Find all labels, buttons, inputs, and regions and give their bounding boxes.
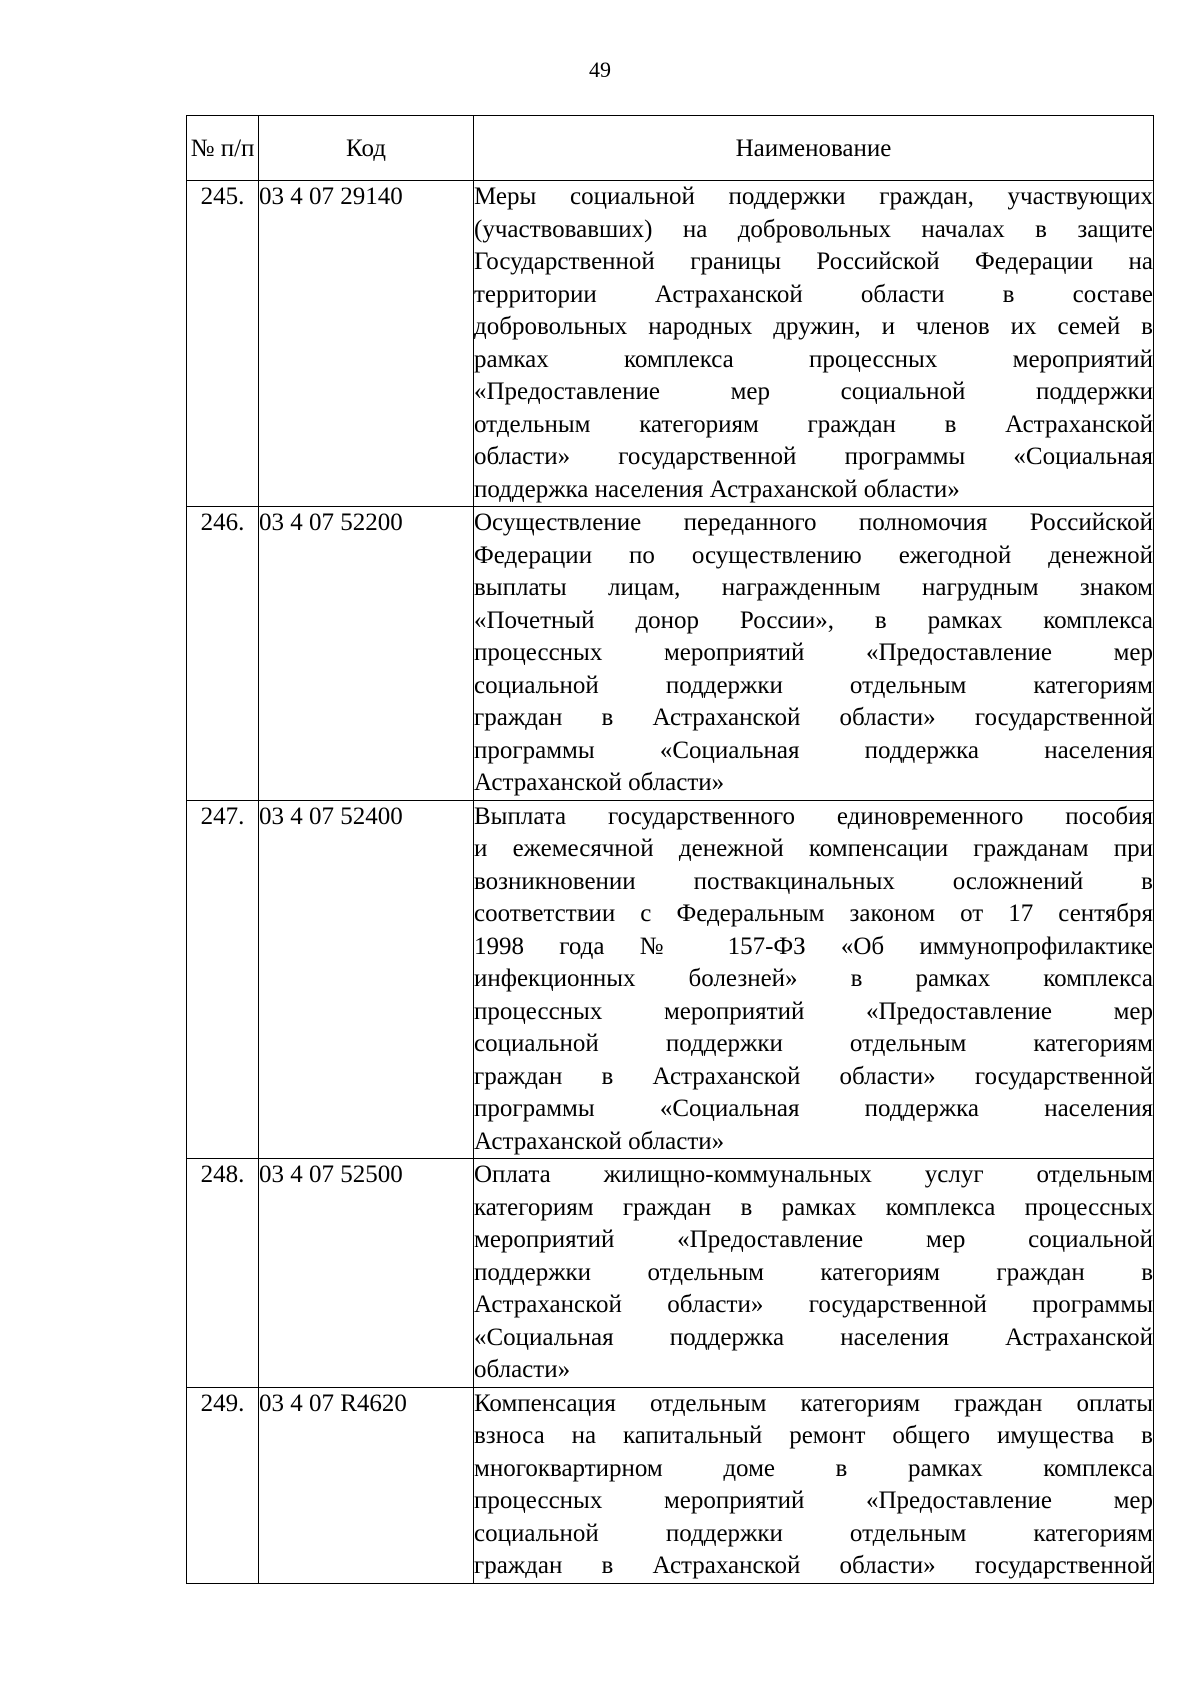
row-name-line: добровольных народных дружин, и членов их семей в: [474, 313, 1153, 340]
header-num: № п/п: [187, 116, 259, 181]
row-name-line: процессных мероприятий «Предоставление мер: [474, 639, 1153, 666]
row-name-line: многоквартирном доме в рамках комплекса: [474, 1454, 1153, 1482]
header-code: Код: [259, 116, 474, 181]
row-number: 245.: [187, 181, 259, 507]
table-row: [187, 800, 1154, 1159]
table-header-row: [187, 116, 1154, 181]
row-name-line: процессных мероприятий «Предоставление мер: [474, 1487, 1153, 1514]
row-name-line: мероприятий «Предоставление мер социальной: [474, 1226, 1153, 1253]
row-name-line: (участвовавших) на добровольных началах в защите: [474, 215, 1153, 243]
row-name-line: социальной поддержки отдельным категориям: [474, 671, 1153, 699]
row-name-line: Государственной границы Российской Федерации на: [474, 248, 1153, 275]
row-name: [474, 1387, 1154, 1583]
row-code: 03 4 07 52200: [259, 507, 474, 801]
table-row: [187, 507, 1154, 801]
row-name-line: социальной поддержки отдельным категориям: [474, 1519, 1153, 1547]
row-name: [474, 1159, 1154, 1388]
header-name: Наименование: [474, 116, 1154, 181]
table-row: [187, 1159, 1154, 1388]
row-name-line: и ежемесячной денежной компенсации гражданам при: [474, 835, 1153, 862]
row-name-line: Федерации по осуществлению ежегодной денежной: [474, 541, 1153, 569]
row-name-line: взноса на капитальный ремонт общего имущества в: [474, 1422, 1153, 1449]
row-name-line: «Почетный донор России», в рамках комплекса: [474, 606, 1153, 634]
row-name-line: отдельным категориям граждан в Астраханской: [474, 410, 1153, 438]
row-name: [474, 507, 1154, 801]
page-number: 49: [589, 57, 611, 82]
row-name-line: Астраханской области» государственной программы: [474, 1291, 1153, 1318]
row-code: 03 4 07 52500: [259, 1159, 474, 1388]
row-name-line: возникновении поствакцинальных осложнений в: [474, 867, 1153, 895]
row-name-line: территории Астраханской области в составе: [474, 280, 1153, 308]
row-name-line: категориям граждан в рамках комплекса процессных: [474, 1193, 1153, 1221]
row-name-line: Оплата жилищно-коммунальных услуг отдельным: [474, 1161, 1153, 1188]
row-number: 249.: [187, 1387, 259, 1583]
row-name-line: Астраханской области»: [474, 769, 725, 796]
row-name-line: рамках комплекса процессных мероприятий: [474, 345, 1153, 373]
row-name-line: граждан в Астраханской области» государственной: [474, 1062, 1153, 1090]
budget-code-table: [186, 115, 1154, 1584]
row-code: 03 4 07 R4620: [259, 1387, 474, 1583]
row-name-line: инфекционных болезней» в рамках комплекса: [474, 965, 1153, 992]
row-name-line: Осуществление переданного полномочия Российской: [474, 509, 1153, 536]
row-name-line: поддержки отдельным категориям граждан в: [474, 1258, 1153, 1286]
row-name-line: выплаты лицам, награжденным нагрудным знаком: [474, 574, 1153, 601]
row-number: 246.: [187, 507, 259, 801]
row-name-line: программы «Социальная поддержка населения: [474, 736, 1153, 764]
row-name: [474, 181, 1154, 507]
row-name-line: Меры социальной поддержки граждан, участвующих: [474, 183, 1153, 210]
row-name-line: соответствии с Федеральным законом от 17 сентября: [474, 900, 1153, 927]
table-row: [187, 1387, 1154, 1583]
row-name-line: области»: [474, 1356, 571, 1383]
row-name-line: области» государственной программы «Социальная: [474, 443, 1153, 470]
row-name-line: программы «Социальная поддержка населения: [474, 1095, 1153, 1122]
row-number: 247.: [187, 800, 259, 1159]
table-body: [187, 181, 1154, 1584]
row-name-line: граждан в Астраханской области» государственной: [474, 704, 1153, 731]
row-name-line: Астраханской области»: [474, 1127, 725, 1155]
table-row: [187, 181, 1154, 507]
row-name-line: поддержка населения Астраханской области»: [474, 475, 960, 503]
row-code: 03 4 07 52400: [259, 800, 474, 1159]
row-name-line: социальной поддержки отдельным категориям: [474, 1030, 1153, 1057]
row-name-line: Выплата государственного единовременного пособия: [474, 802, 1153, 830]
row-name-line: Компенсация отдельным категориям граждан оплаты: [474, 1389, 1153, 1417]
row-name: [474, 800, 1154, 1159]
row-name-line: «Социальная поддержка населения Астраханской: [474, 1323, 1153, 1351]
row-name-line: 1998 года № 157-ФЗ «Об иммунопрофилактике: [474, 932, 1153, 960]
row-name-line: граждан в Астраханской области» государственной: [474, 1552, 1153, 1579]
row-name-line: процессных мероприятий «Предоставление мер: [474, 997, 1153, 1025]
row-number: 248.: [187, 1159, 259, 1388]
row-code: 03 4 07 29140: [259, 181, 474, 507]
row-name-line: «Предоставление мер социальной поддержки: [474, 378, 1153, 405]
